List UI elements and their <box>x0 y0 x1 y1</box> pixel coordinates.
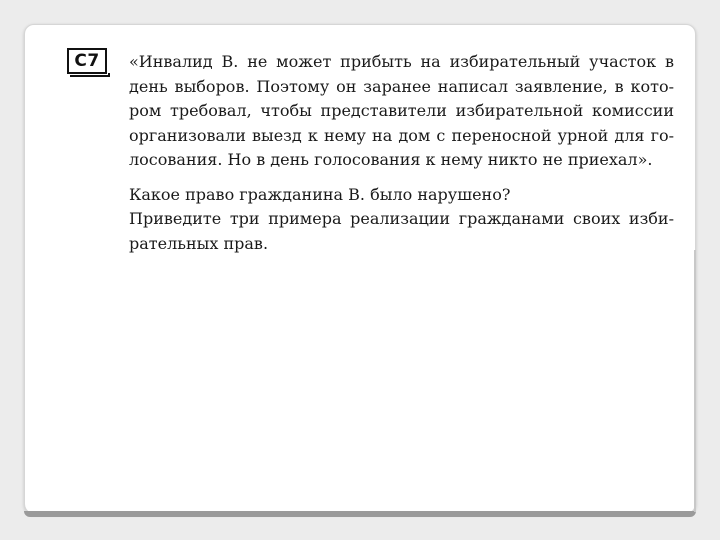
scenario-line: лосования. Но в день голосования к нему никто не приехал». <box>129 150 653 169</box>
scenario-line: день выборов. Поэтому он заранее написал заявление, в кото- <box>129 76 674 96</box>
question-line: рательных прав. <box>129 233 269 253</box>
task-text <box>129 50 674 256</box>
scenario-line: «Инвалид В. не может прибыть на избирательный участок в <box>129 52 674 71</box>
page-right-edge <box>694 250 696 512</box>
scenario-line: ром требовал, чтобы представители избирательной комиссии <box>129 101 674 120</box>
page-bottom-edge <box>24 511 696 517</box>
question-line: Какое право гражданина В. было нарушено? <box>129 184 511 204</box>
paragraph-gap <box>129 173 674 183</box>
question-line: Приведите три примера реализации гражданами своих изби- <box>129 209 674 228</box>
scenario-line: организовали выезд к нему на дом с переносной урной для го- <box>129 125 674 145</box>
task-code-badge: C7 <box>67 48 107 74</box>
